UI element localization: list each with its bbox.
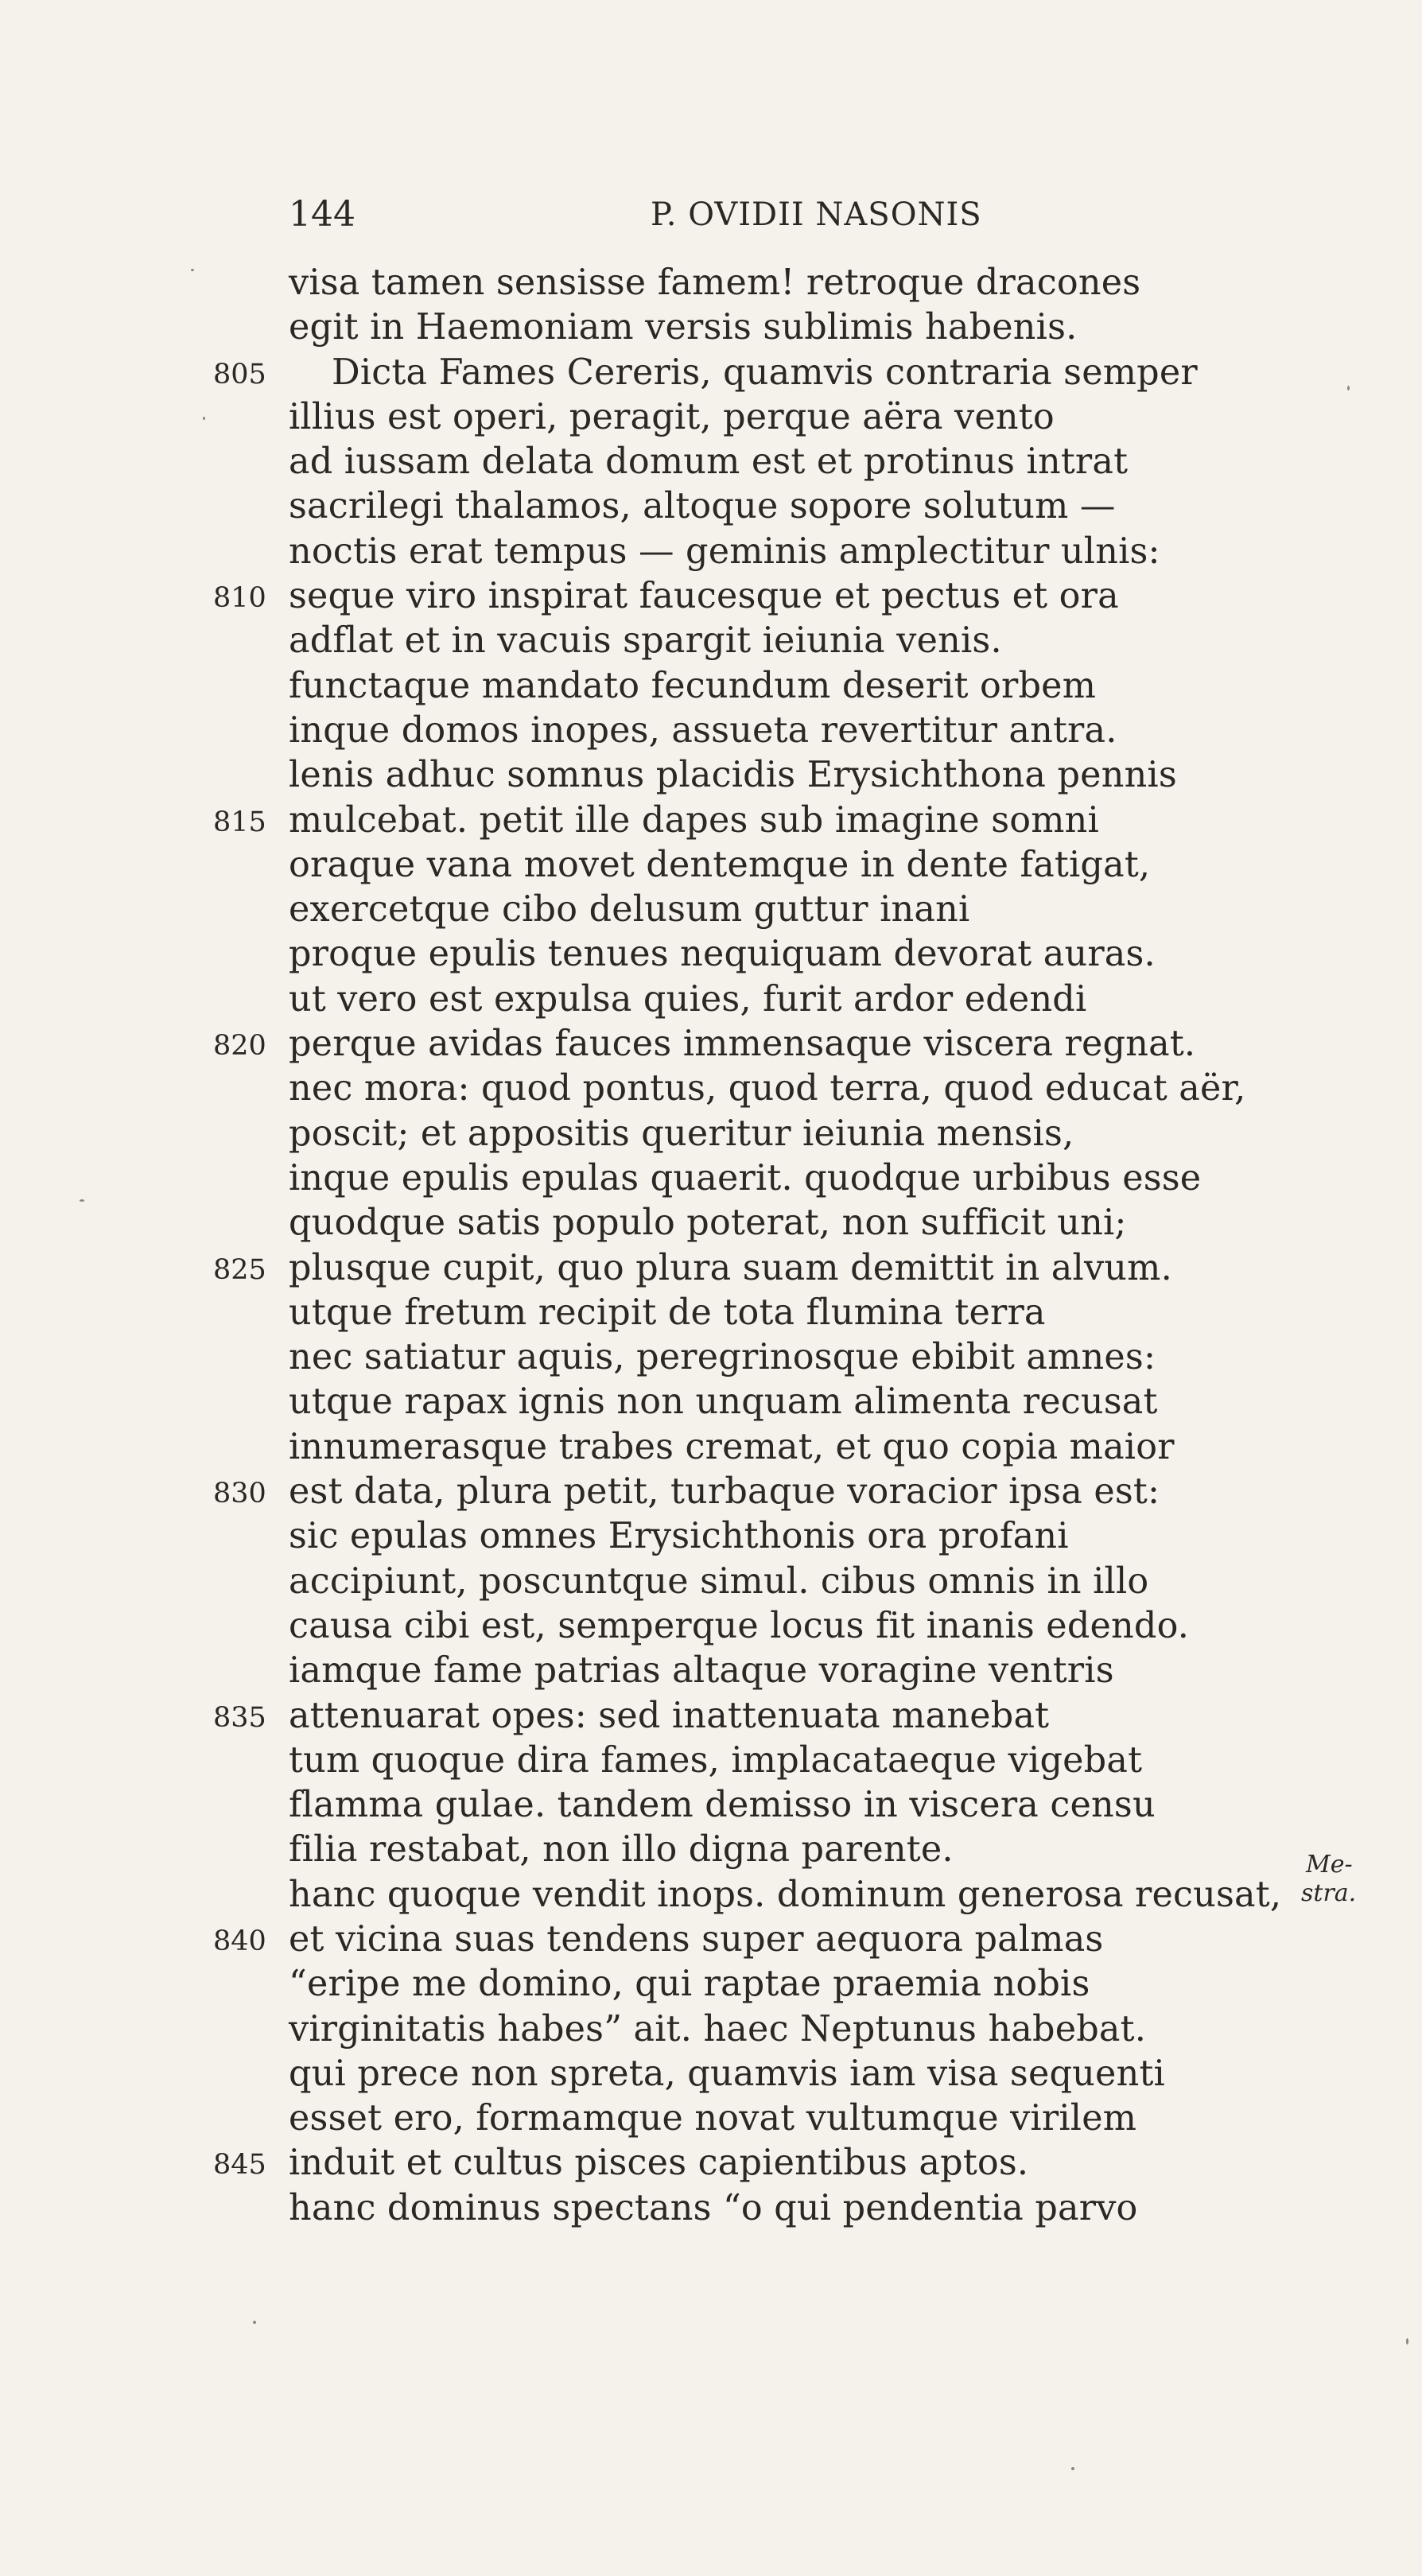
line-number: 845 — [213, 2149, 266, 2182]
line-number: 835 — [213, 1701, 266, 1734]
verse-text: lenis adhuc somnus placidis Erysichthona pennis — [289, 755, 1177, 796]
margin-note-line-2: stra. — [1301, 1879, 1357, 1907]
verse-text: ut vero est expulsa quies, furit ardor edendi — [289, 978, 1087, 1020]
page-header — [289, 191, 1020, 239]
verse-line — [0, 484, 1422, 529]
verse-line — [0, 2096, 1422, 2141]
verse-line — [0, 395, 1422, 440]
running-title: P. OVIDII NASONIS — [651, 196, 982, 233]
verse-text: noctis erat tempus — geminis amplectitur ulnis: — [289, 530, 1160, 572]
verse-line — [0, 305, 1422, 350]
verse-line — [0, 574, 1422, 619]
verse-text: egit in Haemoniam versis sublimis habenis. — [289, 307, 1078, 348]
verse-text: seque viro inspirat faucesque et pectus et ora — [289, 576, 1119, 617]
verse-text: utque rapax ignis non unquam alimenta recusat — [289, 1381, 1158, 1423]
verse-line — [0, 1246, 1422, 1291]
verse-line — [0, 798, 1422, 843]
verse-text: mulcebat. petit ille dapes sub imagine somni — [289, 799, 1099, 841]
verse-line — [0, 1873, 1422, 1917]
verse-line — [0, 753, 1422, 798]
verse-text: attenuarat opes: sed inattenuata manebat — [289, 1695, 1050, 1736]
verse-text: perque avidas fauces immensaque viscera regnat. — [289, 1024, 1196, 1065]
verse-line — [0, 530, 1422, 574]
verse-text: ad iussam delata domum est et protinus intrat — [289, 441, 1129, 483]
verse-text: tum quoque dira fames, implacataeque vigebat — [289, 1739, 1143, 1781]
paper-speck — [1347, 386, 1350, 390]
verse-line — [0, 977, 1422, 1022]
paper-speck — [191, 269, 194, 271]
verse-line — [0, 1156, 1422, 1201]
verse-line — [0, 664, 1422, 709]
verse-text: proque epulis tenues nequiquam devorat auras. — [289, 934, 1156, 975]
verse-line — [0, 1291, 1422, 1335]
verse-line — [0, 2052, 1422, 2096]
verse-line — [0, 351, 1422, 395]
verse-text: inque domos inopes, assueta revertitur antra. — [289, 709, 1117, 751]
paper-speck — [253, 2321, 256, 2324]
verse-text: causa cibi est, semperque locus fit inanis edendo. — [289, 1605, 1190, 1646]
verse-text: flamma gulae. tandem demisso in viscera censu — [289, 1785, 1156, 1826]
verse-text: utque fretum recipit de tota flumina terra — [289, 1292, 1046, 1333]
verse-line — [0, 1425, 1422, 1470]
verse-text: adflat et in vacuis spargit ieiunia venis. — [289, 620, 1002, 662]
verse-line — [0, 1604, 1422, 1649]
verse-line — [0, 1067, 1422, 1111]
line-number: 840 — [213, 1925, 266, 1957]
verse-text: oraque vana movet dentemque in dente fatigat, — [289, 844, 1151, 885]
verse-text: inque epulis epulas quaerit. quodque urbibus esse — [289, 1157, 1202, 1199]
verse-text: hanc dominus spectans “o qui pendentia parvo — [289, 2187, 1138, 2228]
verse-line — [0, 1514, 1422, 1559]
verse-line — [0, 2141, 1422, 2186]
verse-line — [0, 1112, 1422, 1156]
verse-text: “eripe me domino, qui raptae praemia nobis — [289, 1964, 1090, 2005]
verse-text: est data, plura petit, turbaque voracior ipsa est: — [289, 1471, 1160, 1513]
paper-speck — [80, 1199, 84, 1202]
verse-text: illius est operi, peragit, perque aëra vento — [289, 396, 1055, 437]
verse-text: visa tamen sensisse famem! retroque dracones — [289, 262, 1141, 303]
verse-line — [0, 1201, 1422, 1245]
line-number: 805 — [213, 358, 266, 390]
paper-speck — [1406, 2338, 1408, 2345]
line-number: 810 — [213, 582, 266, 615]
paper-speck — [203, 417, 205, 420]
verse-line — [0, 932, 1422, 977]
verse-text: sic epulas omnes Erysichthonis ora profani — [289, 1516, 1069, 1557]
verse-text: Dicta Fames Cereris, quamvis contraria semper — [332, 352, 1198, 393]
verse-line — [0, 843, 1422, 888]
verse-line — [0, 1917, 1422, 1962]
line-number: 815 — [213, 806, 266, 838]
verse-line — [0, 1649, 1422, 1693]
verse-line — [0, 440, 1422, 484]
verse-line — [0, 1783, 1422, 1828]
line-number: 820 — [213, 1030, 266, 1063]
verse-text: quodque satis populo poterat, non sufficit uni; — [289, 1203, 1127, 1244]
line-number: 825 — [213, 1253, 266, 1286]
verse-line — [0, 2007, 1422, 2052]
line-number: 830 — [213, 1478, 266, 1510]
verse-text: qui prece non spreta, quamvis iam visa sequenti — [289, 2053, 1165, 2094]
verse-text: accipiunt, poscuntque simul. cibus omnis in illo — [289, 1560, 1149, 1602]
verse-line — [0, 1380, 1422, 1424]
verse-text: poscit; et appositis queritur ieiunia mensis, — [289, 1113, 1074, 1154]
verse-line — [0, 261, 1422, 305]
verse-line — [0, 1470, 1422, 1514]
verse-text: nec mora: quod pontus, quod terra, quod educat aër, — [289, 1068, 1246, 1109]
verse-line — [0, 1560, 1422, 1604]
verse-text: iamque fame patrias altaque voragine ventris — [289, 1650, 1114, 1692]
verse-line — [0, 1739, 1422, 1783]
verse-line — [0, 2186, 1422, 2231]
verse-text: innumerasque trabes cremat, et quo copia maior — [289, 1426, 1175, 1467]
verse-text: filia restabat, non illo digna parente. — [289, 1829, 954, 1871]
verse-line — [0, 1962, 1422, 2007]
verse-block — [0, 261, 1422, 2231]
verse-text: et vicina suas tendens super aequora palmas — [289, 1918, 1104, 1960]
page-number: 144 — [289, 194, 356, 235]
verse-line — [0, 1694, 1422, 1739]
verse-text: exercetque cibo delusum guttur inani — [289, 889, 970, 931]
verse-line — [0, 1022, 1422, 1067]
verse-line — [0, 709, 1422, 753]
verse-line — [0, 888, 1422, 932]
verse-text: virginitatis habes” ait. haec Neptunus habebat. — [289, 2008, 1147, 2050]
verse-text: esset ero, formamque novat vultumque virilem — [289, 2098, 1137, 2139]
verse-text: nec satiatur aquis, peregrinosque ebibit amnes: — [289, 1337, 1156, 1378]
verse-text: hanc quoque vendit inops. dominum generosa recusat, — [289, 1874, 1282, 1915]
verse-text: sacrilegi thalamos, altoque sopore solutum — — [289, 486, 1116, 527]
verse-line — [0, 1335, 1422, 1380]
verse-line — [0, 1828, 1422, 1872]
verse-text: functaque mandato fecundum deserit orbem — [289, 665, 1097, 706]
verse-text: plusque cupit, quo plura suam demittit in alvum. — [289, 1247, 1172, 1288]
verse-line — [0, 619, 1422, 663]
paper-speck — [1071, 2467, 1074, 2470]
margin-note-line-1: Me- — [1306, 1851, 1353, 1879]
verse-text: induit et cultus pisces capientibus aptos. — [289, 2143, 1029, 2184]
